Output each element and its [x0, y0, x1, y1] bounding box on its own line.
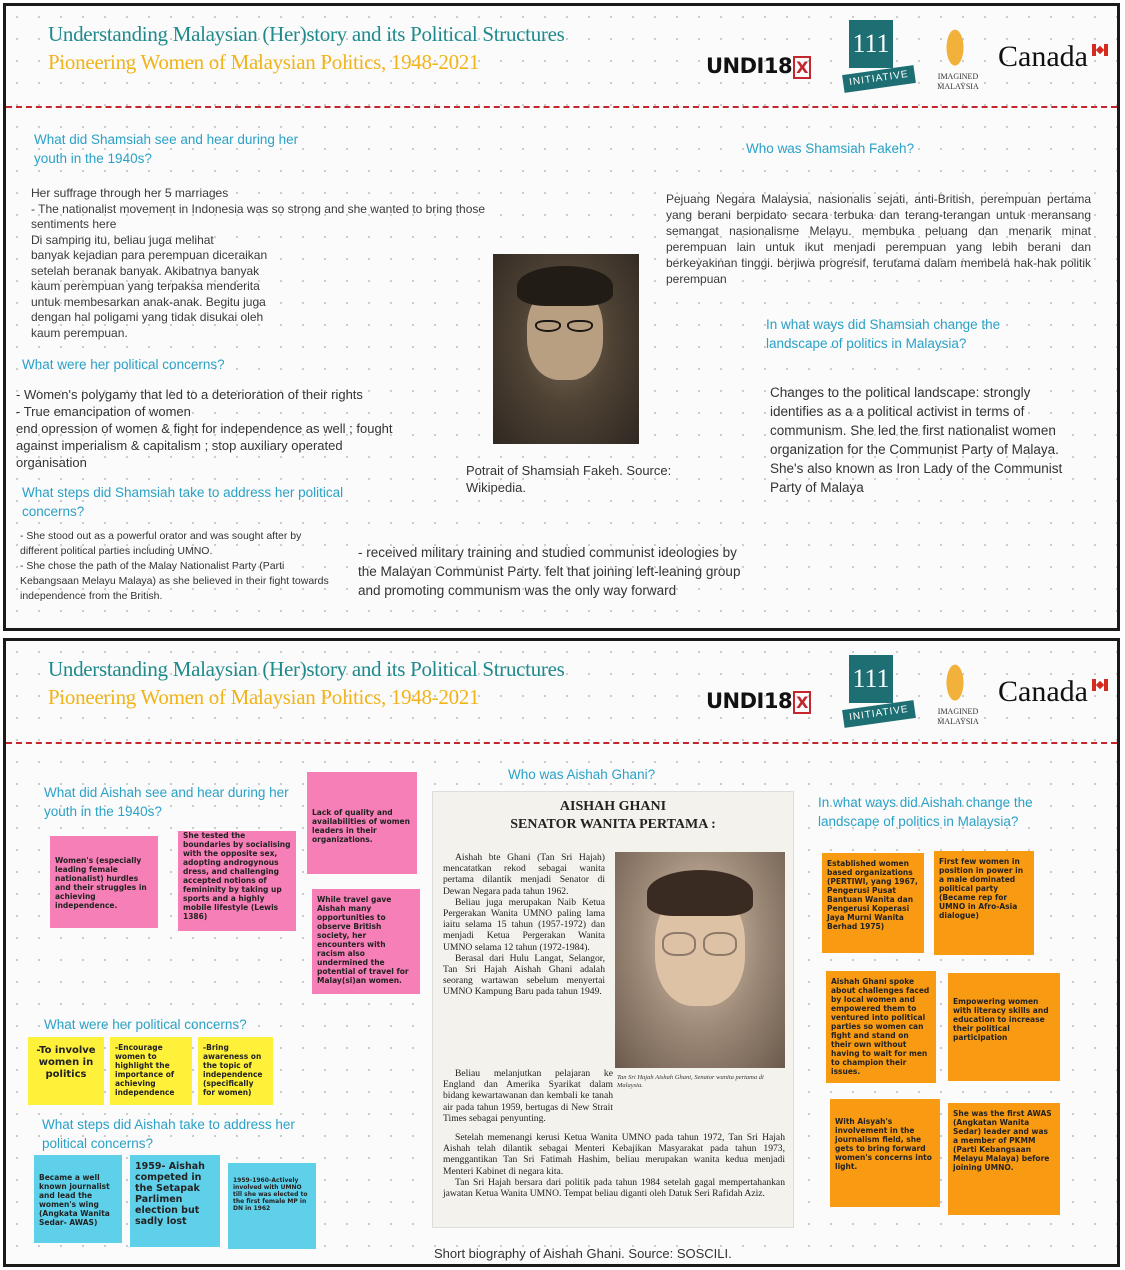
concerns-answer: - Women's polygamy that led to a deterioration of their rights - True emancipation of women end opression of women & fight for independence as well ; fought against imperialism & capitalism ; stop auxiliary operated organisation	[16, 387, 393, 470]
change-note: She was the first AWAS (Angkatan Wanita Sedar) leader and was a member of PKMM (Parti Kebangsaan Melayu Malaya) before joining UMNO.	[948, 1103, 1060, 1215]
question-who: Who was Shamsiah Fakeh?	[746, 141, 915, 156]
article-bottom: Setelah memenangi kerusi Ketua Wanita UMNO pada tahun 1972, Tan Sri Hajah Aishah telah dilantik sebagai Menteri Kebajikan Masyarakat pada tahun 1973, menggantikan Tan Sri Fatimah Hashim, beliau merupakan wanita kedua menjadi Menteri Kabinet di negara kita. Tan Sri Hajah bersara dari politik pada tahun 1984 setelah gagal mempertahankan jawatan Ketua Wanita UMNO. Tempat beliau diganti oleh Datuk Seri Rafidah Aziz.	[443, 1132, 785, 1200]
article-photo-caption: Tan Sri Hajah Aishah Ghani, Senator wanita pertama di Malaysia.	[617, 1074, 764, 1089]
undi18-logo: UNDI18 X	[706, 54, 811, 78]
question-concerns: What were her political concerns?	[44, 1017, 247, 1032]
aishah-article: AISHAH GHANI SENATOR WANITA PERTAMA : Aishah bte Ghani (Tan Sri Hajah) mencatatkan rekod sebagai wanita pertama dilantik menjadi Senator di Dewan Negara pada tahun 1962. Beliau juga merupakan Naib Ketua Pergerakan Wanita UMNO paling lama iaitu selama 15 tahun (1957-1972) dan menjadi Ketua Pergerakan Wanita UMNO selama 12 tahun (1972-1984). Berasal dari Hulu Langat, Selangor, Tan Sri Hajah Aishah Ghani adalah seorang wartawan sebelum menyertai UMNO Kampung Baru pada tahun 1949. Tan Sri Hajah Aishah Ghani, Senator wanita pertama di Malaysia. Beliau melanjutkan pelajaran ke England dan Amerika Syarikat dalam bidang kewartawanan dan kembali ke tanah air pada tahun 1959, bertugas di New Strait Times sebagai penyunting. Setelah memenangi kerusi Ketua Wanita UMNO pada tahun 1972, Tan Sri Hajah Aishah telah dilantik sebagai Menteri Kebajikan Masyarakat pada tahun 1973, menggantikan Tan Sri Fatimah Hashim, beliau merupakan wanita kedua menjadi Menteri Kabinet di negara kita. Tan Sri Hajah bersara dari politik pada tahun 1984 setelah gagal mempertahankan jawatan Ketua Wanita UMNO. Tempat beliau diganti oleh Datuk Seri Rafidah Aziz.	[432, 791, 794, 1228]
youth-note: Lack of quality and availabilities of women leaders in their organizations.	[307, 772, 417, 874]
question-youth: What did Shamsiah see and hear during her youth in the 1940s?	[34, 132, 299, 166]
panel-title: Understanding Malaysian (Her)story and its Political Structures	[48, 657, 565, 681]
change-note: First few women in position in power in a male dominated political party (Became rep for UMNO in Afro-Asia dialogue)	[934, 851, 1034, 955]
article-column: Beliau melanjutkan pelajaran ke England dan Amerika Syarikat dalam bidang kewartawanan dan kembali ke tanah air pada tahun 1959, bertugas di New Strait Times sebagai penyunting.	[443, 1068, 613, 1124]
111-initiative-logo: 111 INITIATIVE	[841, 653, 916, 733]
imagined-malaysia-logo: IMAGINED MALAYSIA	[928, 651, 988, 731]
youth-note: While travel gave Aishah many opportunities to observe British society, her encounters with racism also undermined the potential of travel for Malay(si)an women.	[312, 889, 420, 994]
header-divider	[6, 106, 1117, 108]
step-note: Became a well known journalist and lead the women's wing (Angkata Wanita Sedar- AWAS)	[34, 1155, 122, 1243]
who-answer: Pejuang Negara Malaysia, nasionalis sejati, anti-British, perempuan pertama yang berani berpidato secara terbuka dan terang-terangan untuk meransang semangat nasionalisme Melayu. membuka peluang dan menarik minat perempuan lain untuk ikut menjadi perempuan yang lebih berani dan berkeyakinan tinggi. berjiwa progresif, terutama dalam membela hak-hak politik perempuan	[666, 192, 1091, 286]
question-who: Who was Aishah Ghani?	[508, 767, 656, 782]
imagined-malaysia-logo: IMAGINED MALAYSIA	[928, 16, 988, 96]
youth-note: She tested the boundaries by socialising with the opposite sex, adopting androgynous dress, and challenging accepted notions of femininity by taking up sports and a highly mobile lifestyle (Lewis 1386)	[178, 831, 296, 931]
steps-answer: - She stood out as a powerful orator and was sought after by different political parties including UMNO. - She chose the path of the Malay Nationalist Party (Parti Kebangsaan Melayu Malaya) as she believed in their fight towards independence from the British.	[20, 530, 329, 602]
concern-note: -Encourage women to highlight the importance of achieving independence	[110, 1037, 192, 1105]
canada-flag-icon	[1092, 44, 1108, 56]
question-change: In what ways did Aishah change the landscape of politics in Malaysia?	[818, 795, 1033, 829]
header-divider	[6, 742, 1117, 744]
change-note: With Aisyah's involvement in the journalism field, she gets to bring forward women's concerns into light.	[830, 1099, 940, 1207]
shamsiah-panel	[3, 3, 1120, 631]
article-column: Aishah bte Ghani (Tan Sri Hajah) mencatatkan rekod sebagai wanita pertama dilantik menjadi Senator di Dewan Negara pada tahun 1962. Beliau juga merupakan Naib Ketua Pergerakan Wanita UMNO paling lama iaitu selama 15 tahun (1957-1972) dan menjadi Ketua Pergerakan Wanita UMNO selama 12 tahun (1972-1984). Berasal dari Hulu Langat, Selangor, Tan Sri Hajah Aishah Ghani adalah seorang wartawan sebelum menyertai UMNO Kampung Baru pada tahun 1949.	[443, 852, 605, 998]
canada-flag-icon	[1092, 679, 1108, 691]
youth-note: Women's (especially leading female nationalist) hurdles and their struggles in achieving independence.	[50, 836, 158, 928]
photo-caption: Potrait of Shamsiah Fakeh. Source: Wikipedia.	[466, 463, 672, 495]
change-note: Aishah Ghani spoke about challenges faced by local women and empowered them to ventured into political parties so women can fight and stand on their own without having to wait for men to champion their issues.	[826, 971, 936, 1083]
question-youth: What did Aishah see and hear during her youth in the 1940s?	[44, 785, 289, 819]
shamsiah-portrait	[493, 254, 639, 444]
panel-subtitle: Pioneering Women of Malaysian Politics, 1948-2021	[48, 50, 480, 74]
question-concerns: What were her political concerns?	[22, 357, 225, 372]
panel-subtitle: Pioneering Women of Malaysian Politics, 1948-2021	[48, 685, 480, 709]
canada-logo: Canada	[998, 675, 1088, 708]
111-initiative-logo: 111 INITIATIVE	[841, 18, 916, 98]
article-source-caption: Short biography of Aishah Ghani. Source: SOSCILI.	[434, 1246, 732, 1261]
steps-answer-2: - received military training and studied communist ideologies by the Malayan Communist Party. felt that joining left-leaning group and promoting communism was the only way forward	[358, 545, 741, 598]
youth-answer: Her suffrage through her 5 marriages - The nationalist movement in Indonesia was so strong and she wanted to bring those sentiments here Di samping itu, beliau juga melihat banyak kejadian para perempuan diceraikan setelah beranak banyak. Akibatnya banyak kaum perempuan yang terpaksa menderita untuk membesarkan anak-anak. Begitu juga dengan hal poligami yang tidak disukai oleh kaum perempuan.	[31, 186, 486, 340]
panel-title: Understanding Malaysian (Her)story and its Political Structures	[48, 22, 565, 46]
question-steps: What steps did Shamsiah take to address her political concerns?	[22, 485, 344, 519]
step-note: 1959- Aishah competed in the Setapak Parlimen election but sadly lost	[130, 1155, 220, 1247]
aishah-panel	[3, 638, 1120, 1267]
canada-logo: Canada	[998, 40, 1088, 73]
undi18-logo: UNDI18 X	[706, 689, 811, 713]
step-note: 1959-1960-Actively involved with UMNO till she was elected to the first female MP in DN in 1962	[228, 1163, 316, 1249]
change-answer: Changes to the political landscape: strongly identifies as a a political activist in terms of communism. She led the first nationalist women organization for the Communist Party of Malaya. She's also known as Iron Lady of the Communist Party of Malaya	[770, 385, 1063, 495]
change-note: Established women based organizations (PERTIWI, yang 1967, Pengerusi Pusat Bantuan Wanita dan Pengerusi Koperasi Jaya Murni Wanita Berhad 1975)	[822, 853, 924, 953]
question-steps: What steps did Aishah take to address her political concerns?	[42, 1117, 295, 1151]
change-note: Empowering women with literacy skills and education to increase their political participation	[948, 973, 1060, 1081]
concern-note: -Bring awareness on the topic of independence (specifically for women)	[198, 1037, 273, 1105]
concern-note: -To involve women in politics	[28, 1037, 104, 1105]
aishah-photo	[615, 852, 785, 1068]
question-change: In what ways did Shamsiah change the landscape of politics in Malaysia?	[766, 317, 1001, 351]
